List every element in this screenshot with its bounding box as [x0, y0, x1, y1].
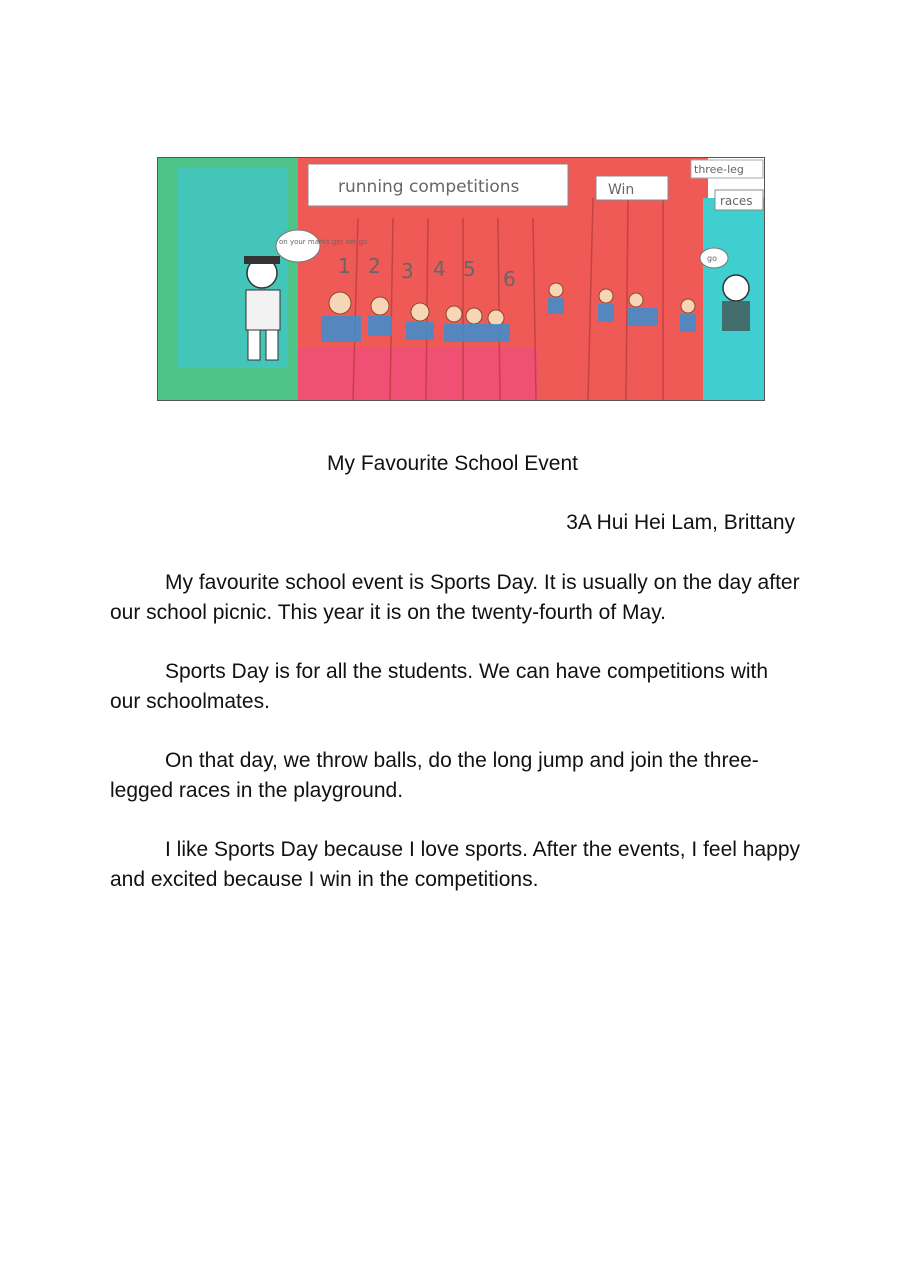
sports-day-drawing — [157, 157, 765, 401]
races-sign-text: races — [720, 194, 753, 208]
paragraph: I like Sports Day because I love sports. After the events, I feel happy and excited because I win in the competitions. — [110, 838, 801, 891]
win-sign-text: Win — [608, 182, 635, 198]
lane-number: 1 — [338, 254, 351, 278]
three-legged-sign-text: three-leg — [694, 163, 744, 176]
lane-number: 4 — [433, 257, 446, 281]
banner-text: running competitions — [338, 177, 520, 197]
lane-number: 6 — [503, 267, 516, 291]
author-line: 3A Hui Hei Lam, Brittany — [566, 511, 795, 534]
paragraph: On that day, we throw balls, do the long jump and join the three-legged races in the playground. — [110, 749, 759, 802]
pink-ground — [298, 348, 538, 400]
lane-number: 3 — [401, 259, 414, 283]
document-title: My Favourite School Event — [327, 452, 578, 475]
sports-day-illustration — [158, 158, 764, 400]
speech-bubble-left-text: on your marks get set go — [279, 238, 368, 246]
speech-bubble-left — [276, 230, 320, 262]
lane-number: 2 — [368, 254, 381, 278]
speech-bubble-right-text: go — [707, 254, 717, 263]
paragraph: Sports Day is for all the students. We can have competitions with our schoolmates. — [110, 660, 769, 713]
essay-body — [110, 568, 800, 924]
teacher-figure-right — [722, 275, 750, 331]
lane-number: 5 — [463, 257, 476, 281]
paragraph: My favourite school event is Sports Day. It is usually on the day after our school picnic. This year it is on the twenty-fourth of May. — [110, 571, 800, 624]
